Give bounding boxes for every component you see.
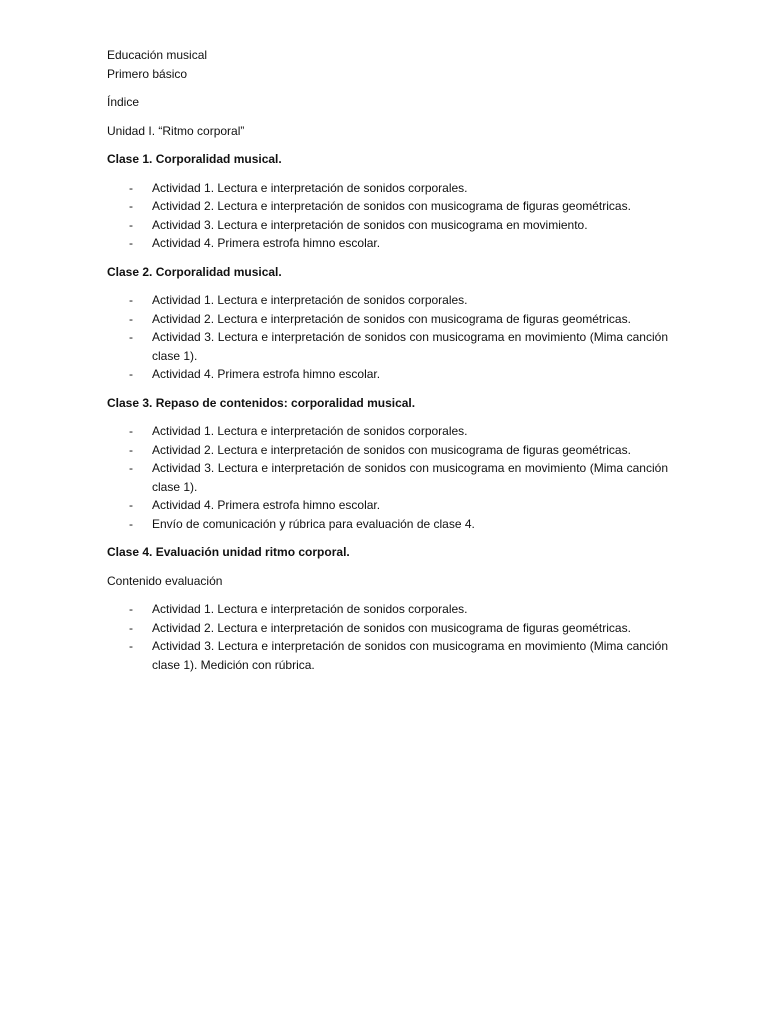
bullet-dash: -	[129, 311, 133, 326]
bullet-dash: -	[129, 217, 133, 232]
bullet-dash: -	[129, 461, 133, 475]
list-item: - Actividad 3. Lectura e interpretación de sonidos con musicograma en movimiento (Mima canción clase 1). Medición con rúbrica.	[129, 639, 668, 672]
course-level: Primero básico	[107, 66, 188, 81]
bullet-dash: -	[129, 293, 133, 307]
list-item: - Actividad 1. Lectura e interpretación de sonidos corporales.	[107, 600, 668, 619]
bullet-dash: -	[129, 424, 133, 438]
clase-1-activities	[107, 179, 668, 253]
list-item: - Actividad 2. Lectura e interpretación de sonidos con musicograma de figuras geométricas.	[107, 619, 668, 638]
clase-1-title: Clase 1. Corporalidad musical.	[107, 152, 282, 166]
course-title: Educación musical	[107, 48, 208, 62]
bullet-dash: -	[129, 516, 133, 531]
clase-2-title: Clase 2. Corporalidad musical.	[107, 264, 282, 279]
list-item: - Actividad 2. Lectura e interpretación de sonidos con musicograma de figuras geométricas.	[107, 197, 668, 216]
list-item: - Actividad 1. Lectura e interpretación de sonidos corporales.	[107, 291, 668, 310]
list-item: - Actividad 3. Lectura e interpretación de sonidos con musicograma en movimiento (Mima canción clase 1).	[129, 461, 668, 494]
clase-4-subtitle: Contenido evaluación	[107, 573, 223, 588]
clase-3-activities	[107, 422, 668, 533]
bullet-dash: -	[129, 236, 133, 250]
bullet-dash: -	[129, 180, 133, 195]
list-item: - Envío de comunicación y rúbrica para evaluación de clase 4.	[107, 515, 668, 534]
clase-3-title: Clase 3. Repaso de contenidos: corporalidad musical.	[107, 395, 416, 410]
list-item: - Actividad 3. Lectura e interpretación de sonidos con musicograma en movimiento.	[107, 216, 668, 235]
bullet-dash: -	[129, 199, 133, 213]
bullet-dash: -	[129, 639, 133, 653]
bullet-dash: -	[129, 442, 133, 457]
list-item: - Actividad 2. Lectura e interpretación de sonidos con musicograma de figuras geométricas.	[107, 441, 668, 460]
bullet-dash: -	[129, 498, 133, 512]
clase-4-activities	[107, 600, 668, 674]
unit-title: Unidad I. “Ritmo corporal”	[107, 123, 245, 138]
bullet-dash: -	[129, 330, 133, 344]
list-item: - Actividad 1. Lectura e interpretación de sonidos corporales.	[107, 422, 668, 441]
index-title: Índice	[107, 95, 140, 109]
clase-2-activities	[107, 291, 668, 384]
list-item: - Actividad 3. Lectura e interpretación de sonidos con musicograma en movimiento (Mima canción clase 1).	[129, 330, 668, 363]
bullet-dash: -	[129, 367, 133, 381]
list-item: - Actividad 4. Primera estrofa himno escolar.	[107, 496, 668, 515]
list-item: - Actividad 4. Primera estrofa himno escolar.	[107, 365, 668, 384]
list-item: - Actividad 4. Primera estrofa himno escolar.	[107, 234, 668, 253]
list-item: - Actividad 2. Lectura e interpretación de sonidos con musicograma de figuras geométricas.	[107, 310, 668, 329]
clase-4-title: Clase 4. Evaluación unidad ritmo corporal.	[107, 545, 350, 559]
list-item: - Actividad 1. Lectura e interpretación de sonidos corporales.	[107, 179, 668, 198]
bullet-dash: -	[129, 620, 133, 635]
bullet-dash: -	[129, 602, 133, 616]
